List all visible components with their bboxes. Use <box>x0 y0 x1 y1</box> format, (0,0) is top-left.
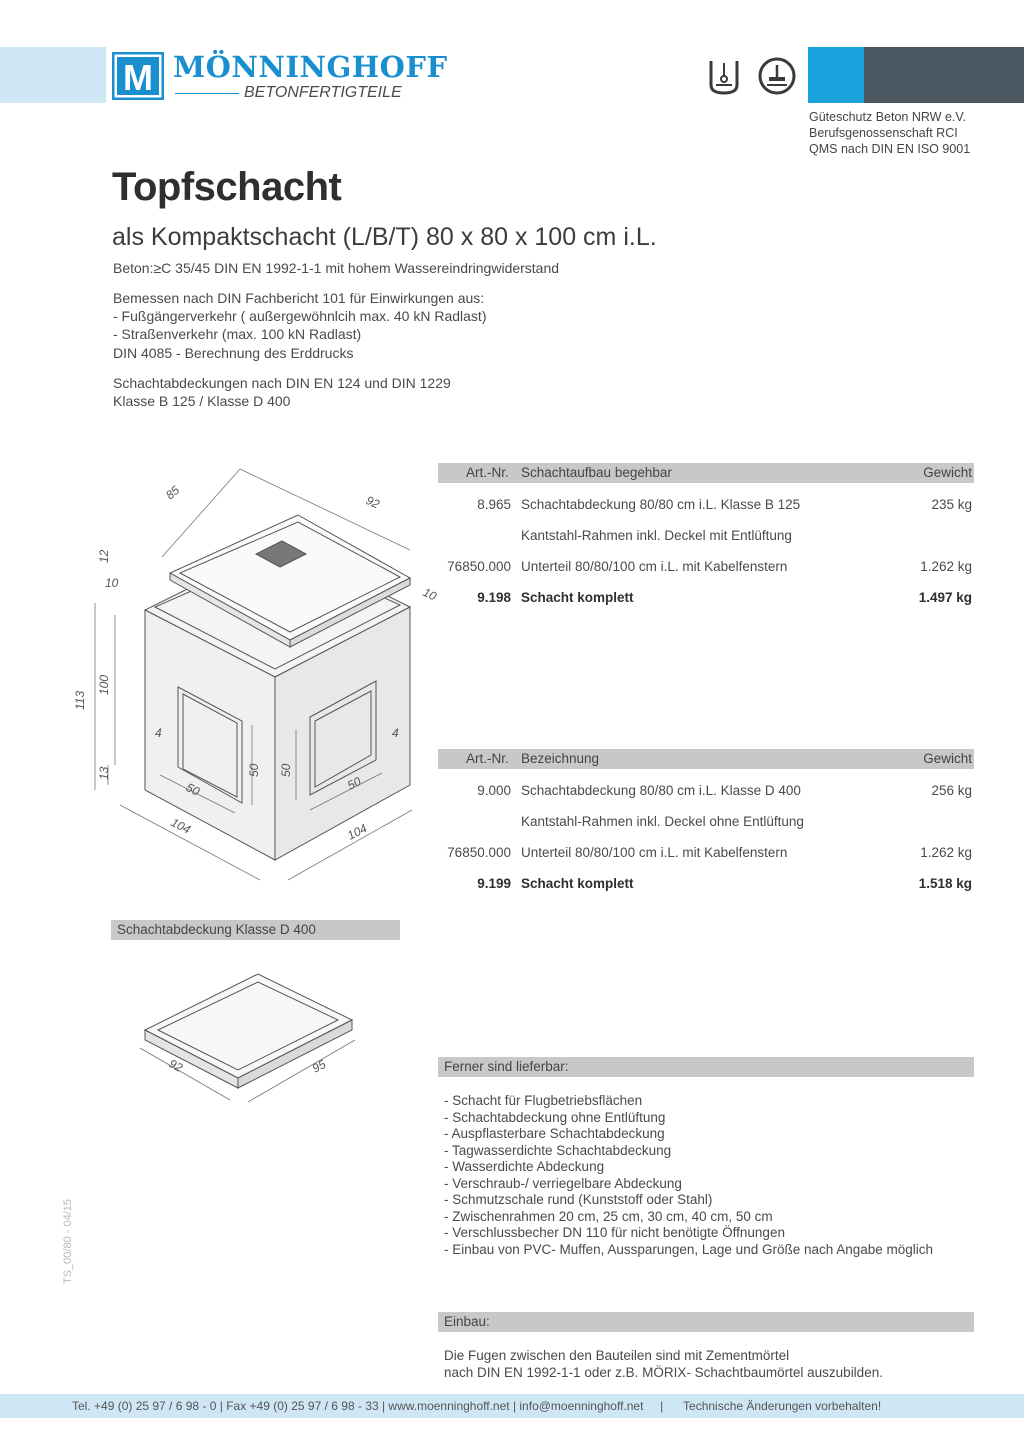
header-dark-block <box>864 47 1024 103</box>
table1-header <box>438 463 974 483</box>
design-line: Bemessen nach DIN Fachbericht 101 für Einwirkungen aus: <box>113 290 485 306</box>
weight: 1.262 kg <box>920 559 972 574</box>
cover-isometric-drawing <box>130 970 370 1110</box>
concrete-spec: Beton:≥C 35/45 DIN EN 1992-1-1 mit hohem Wassereindringwiderstand <box>113 260 560 276</box>
certification-line: Berufsgenossenschaft RCI <box>809 126 958 140</box>
dimension-label: 92 <box>363 493 382 512</box>
description: Schacht komplett <box>521 590 634 605</box>
table-row <box>438 528 974 546</box>
dimension-label: 10 <box>420 585 439 604</box>
list-item: - Einbau von PVC- Muffen, Aussparungen, Lage und Größe nach Angabe möglich <box>444 1242 934 1257</box>
dimension-label: 12 <box>97 549 111 563</box>
table-total-row <box>438 876 974 894</box>
table-row <box>438 814 974 832</box>
col-description: Schachtaufbau begehbar <box>521 465 672 480</box>
weight: 235 kg <box>931 497 972 512</box>
weight: 1.262 kg <box>920 845 972 860</box>
einbau-header <box>438 1312 974 1332</box>
dimension-label: 100 <box>97 674 111 695</box>
dimension-label: 50 <box>279 763 293 777</box>
dimension-label: 95 <box>309 1057 329 1076</box>
art-nr: 9.198 <box>477 590 511 605</box>
art-nr: 76850.000 <box>447 559 511 574</box>
document-code: TS_00/80 - 04/15 <box>62 1198 74 1284</box>
list-item: - Zwischenrahmen 20 cm, 25 cm, 30 cm, 40 cm, 50 cm <box>444 1209 773 1224</box>
art-nr: 9.199 <box>477 876 511 891</box>
table-total-row <box>438 590 974 608</box>
ferner-header <box>438 1057 974 1077</box>
list-item: - Schmutzschale rund (Kunststoff oder Stahl) <box>444 1192 713 1207</box>
description: Schachtabdeckung 80/80 cm i.L. Klasse B 125 <box>521 497 801 512</box>
art-nr: 9.000 <box>477 783 511 798</box>
weight: 256 kg <box>931 783 972 798</box>
list-item: - Schachtabdeckung ohne Entlüftung <box>444 1110 666 1125</box>
table-row <box>438 559 974 577</box>
logo-letter: M <box>123 57 153 98</box>
header-accent-block <box>808 47 864 103</box>
certification-line: Güteschutz Beton NRW e.V. <box>809 110 967 124</box>
dimension-label: 4 <box>392 726 399 740</box>
description: Kantstahl-Rahmen inkl. Deckel mit Entlüftung <box>521 528 792 543</box>
dimension-label: 113 <box>73 690 87 710</box>
dimension-label: 50 <box>345 774 364 793</box>
description: Kantstahl-Rahmen inkl. Deckel ohne Entlüftung <box>521 814 804 829</box>
dimension-label: 104 <box>345 821 370 843</box>
footer-contact: Tel. +49 (0) 25 97 / 6 98 - 0 | Fax +49 (0) 25 97 / 6 98 - 33 | www.moenninghoff.net | info@moenninghoff.net | Technische Änderungen vorbehalten! <box>72 1399 882 1413</box>
table2-header <box>438 749 974 769</box>
description: Schachtabdeckung 80/80 cm i.L. Klasse D 400 <box>521 783 801 798</box>
inspection-seal-icon <box>756 55 798 97</box>
dimension-label: 13 <box>97 766 111 780</box>
list-item: - Auspflasterbare Schachtabdeckung <box>444 1126 665 1141</box>
logo-divider <box>175 93 239 94</box>
table-row <box>438 845 974 863</box>
page-subtitle: als Kompaktschacht (L/B/T) 80 x 80 x 100 cm i.L. <box>112 223 657 251</box>
description: Unterteil 80/80/100 cm i.L. mit Kabelfenstern <box>521 559 788 574</box>
art-nr: 76850.000 <box>447 845 511 860</box>
description: Schacht komplett <box>521 876 634 891</box>
quality-seal-icon <box>703 55 745 97</box>
description: Unterteil 80/80/100 cm i.L. mit Kabelfenstern <box>521 845 788 860</box>
col-weight: Gewicht <box>923 751 972 766</box>
company-name: MÖNNINGHOFF <box>173 50 448 84</box>
design-line: DIN 4085 - Berechnung des Erddrucks <box>113 345 354 361</box>
list-item: - Verschraub-/ verriegelbare Abdeckung <box>444 1176 682 1191</box>
dimension-label: 50 <box>247 763 261 777</box>
list-item: - Verschlussbecher DN 110 für nicht benötigte Öffnungen <box>444 1225 785 1240</box>
art-nr: 8.965 <box>477 497 511 512</box>
list-item: - Schacht für Flugbetriebsflächen <box>444 1093 643 1108</box>
einbau-text: Die Fugen zwischen den Bauteilen sind mit Zementmörtel <box>444 1348 790 1363</box>
cover-section-header <box>111 920 400 940</box>
list-item: - Tagwasserdichte Schachtabdeckung <box>444 1143 672 1158</box>
dimension-label: 104 <box>168 815 193 837</box>
dimension-label: 85 <box>162 482 183 503</box>
einbau-title: Einbau: <box>444 1314 490 1329</box>
col-description: Bezeichnung <box>521 751 600 766</box>
einbau-text: nach DIN EN 1992-1-1 oder z.B. MÖRIX- Schachtbaumörtel auszubilden. <box>444 1365 883 1380</box>
dimension-label: 10 <box>105 576 119 590</box>
cover-section-label: Schachtabdeckung Klasse D 400 <box>117 922 316 937</box>
ferner-title: Ferner sind lieferbar: <box>444 1059 569 1074</box>
col-art-nr: Art.-Nr. <box>466 751 509 766</box>
company-subtitle: BETONFERTIGTEILE <box>244 84 402 101</box>
shaft-isometric-drawing <box>60 455 440 885</box>
col-weight: Gewicht <box>923 465 972 480</box>
list-item: - Wasserdichte Abdeckung <box>444 1159 605 1174</box>
col-art-nr: Art.-Nr. <box>466 465 509 480</box>
design-line: - Fußgängerverkehr ( außergewöhnlcih max. 40 kN Radlast) <box>113 308 487 324</box>
cover-standard-line: Klasse B 125 / Klasse D 400 <box>113 393 291 409</box>
weight: 1.497 kg <box>918 590 972 605</box>
weight: 1.518 kg <box>918 876 972 891</box>
design-line: - Straßenverkehr (max. 100 kN Radlast) <box>113 326 362 342</box>
table-row <box>438 497 974 515</box>
dimension-label: 92 <box>166 1056 185 1075</box>
page-title: Topfschacht <box>112 165 342 209</box>
company-logo-icon <box>112 52 164 100</box>
dimension-label: 50 <box>183 780 202 799</box>
cover-standard-line: Schachtabdeckungen nach DIN EN 124 und DIN 1229 <box>113 375 451 391</box>
table-row <box>438 783 974 801</box>
dimension-label: 4 <box>155 726 162 740</box>
certification-line: QMS nach DIN EN ISO 9001 <box>809 142 971 156</box>
